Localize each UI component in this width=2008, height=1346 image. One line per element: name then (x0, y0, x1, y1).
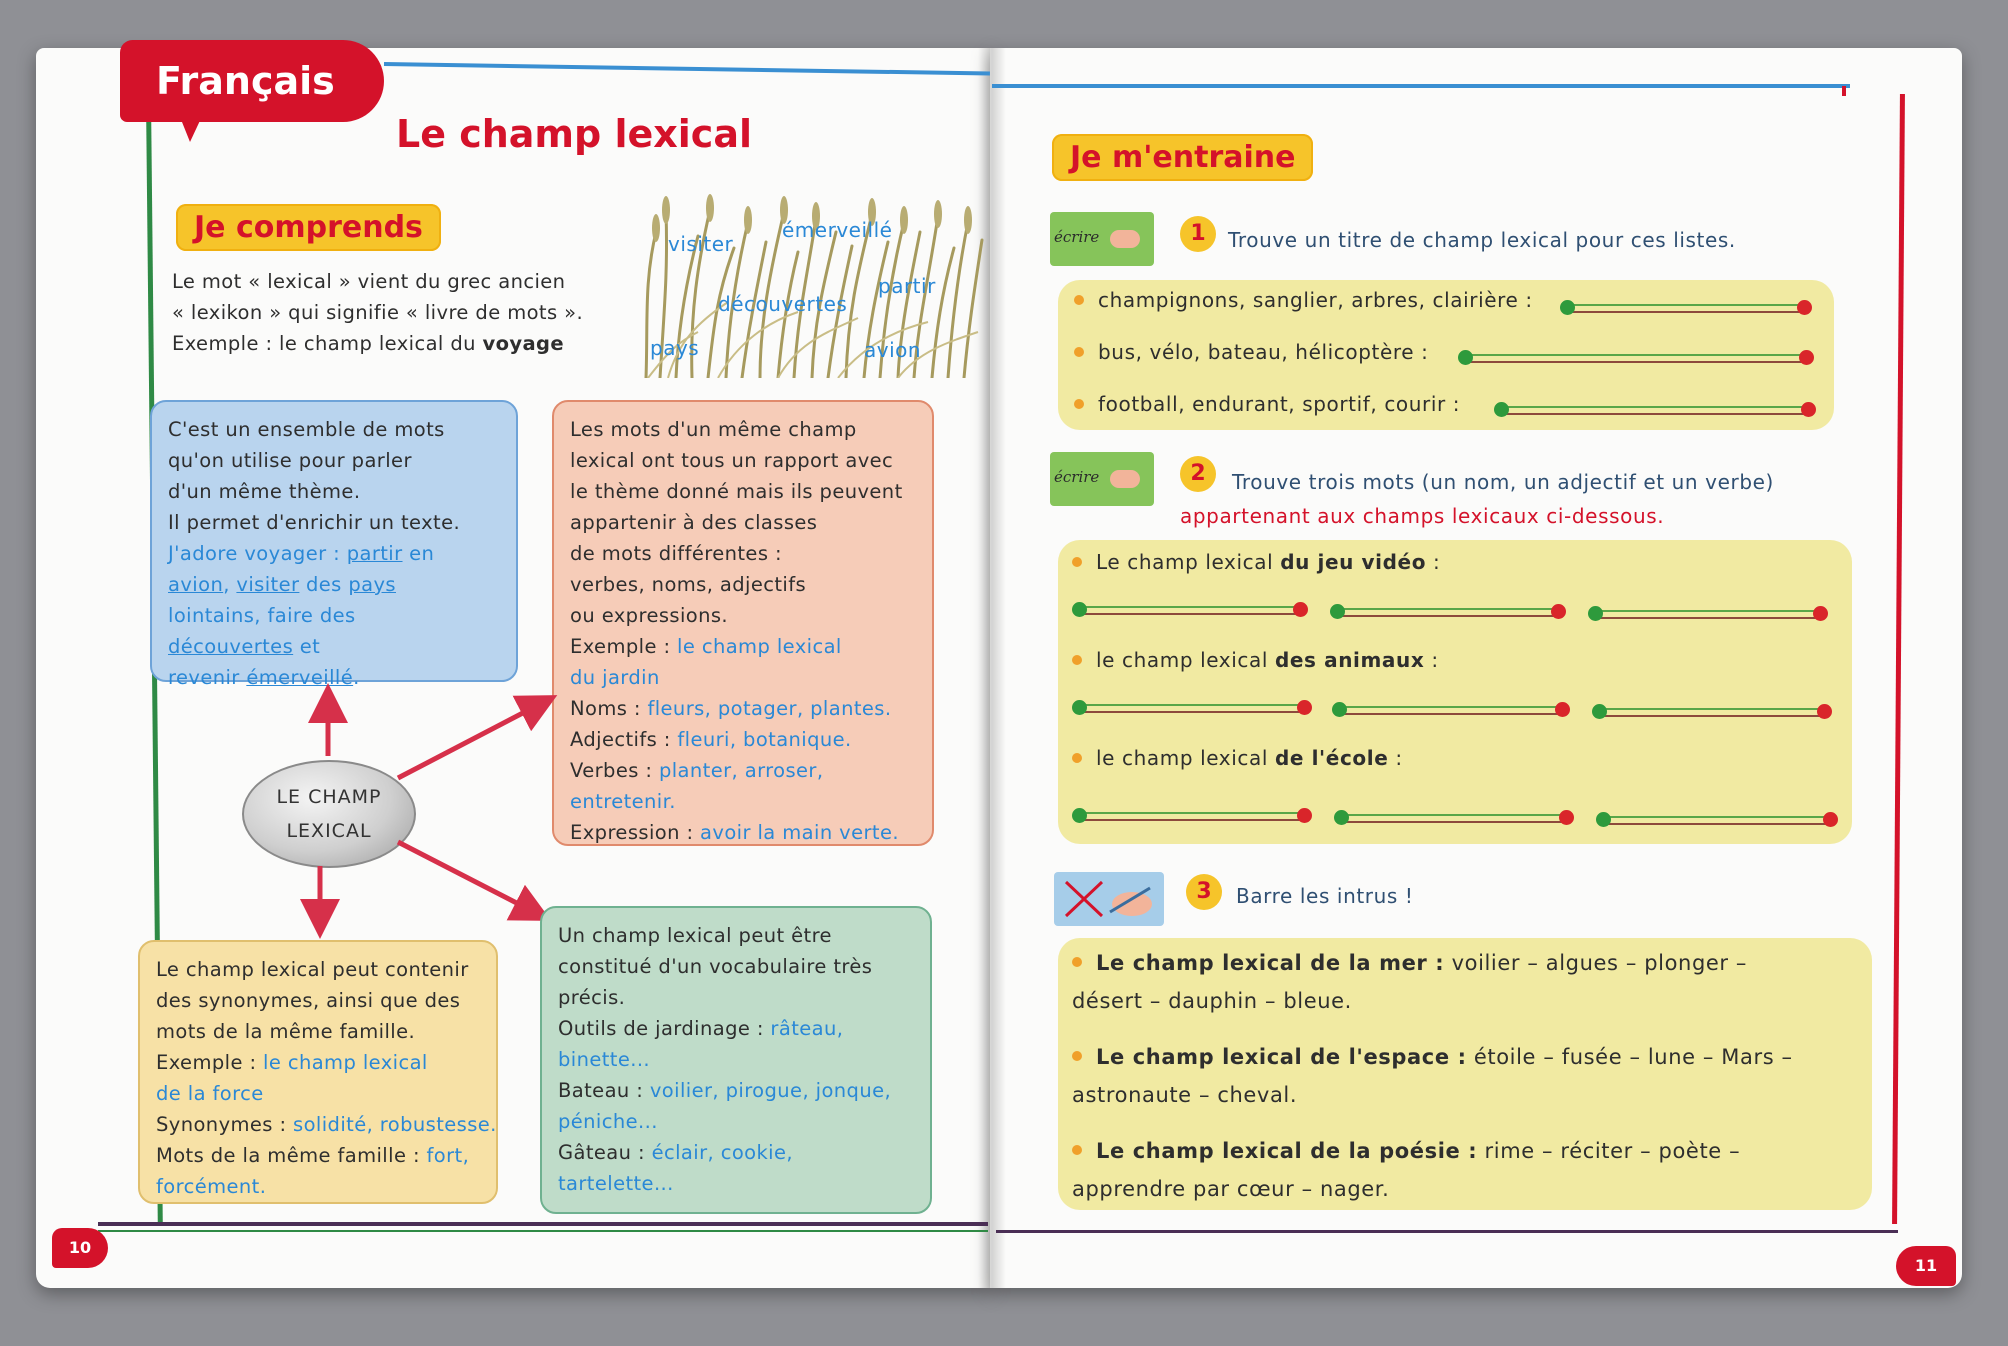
exercise-2-instruction: Trouve trois mots (un nom, un adjectif et un verbe) (1232, 470, 1774, 494)
answer-line[interactable] (1072, 700, 1312, 716)
classes-nouns (570, 693, 916, 724)
answer-line[interactable] (1332, 702, 1570, 718)
label: Adjectifs : (570, 728, 678, 751)
classes-example-2: du jardin (570, 666, 660, 689)
exercise-1-item-1 (1074, 288, 1533, 312)
exercise-2-item-2 (1072, 648, 1439, 672)
def-example-text: revenir (168, 666, 247, 689)
def-example-word: émerveillé (246, 666, 354, 689)
item-line-2: désert – dauphin – bleue. (1072, 989, 1352, 1013)
syn-line: Le champ lexical peut contenir (156, 958, 469, 981)
classes-line: Les mots d'un même champ (570, 418, 857, 441)
item-text: rime – réciter – poète – (1477, 1139, 1741, 1163)
word-classes-box (552, 400, 934, 846)
exercise-1-instruction: Trouve un titre de champ lexical pour ces listes. (1228, 228, 1736, 252)
value: râteau, (770, 1017, 844, 1040)
precise-tools (558, 1013, 914, 1044)
value: le champ lexical (263, 1051, 428, 1074)
page-number-left: 10 (52, 1228, 108, 1268)
answer-line[interactable] (1072, 808, 1312, 824)
item-line-2: apprendre par cœur – nager. (1072, 1177, 1390, 1201)
item-suffix: : (1388, 746, 1403, 770)
top-blue-rule-right (992, 84, 1850, 88)
write-tag-label: écrire (1054, 228, 1100, 246)
intro-text (172, 266, 583, 359)
def-example-text: en (402, 542, 435, 565)
label: Synonymes : (156, 1113, 294, 1136)
item-text: football, endurant, sportif, courir : (1098, 392, 1461, 416)
value: fort, (426, 1144, 470, 1167)
def-line: C'est un ensemble de mots (168, 418, 445, 441)
value: éclair, cookie, (651, 1141, 793, 1164)
def-example-text: et (293, 635, 321, 658)
item-suffix: : (1424, 648, 1439, 672)
syn-family-2: forcément. (156, 1175, 267, 1198)
cloud-word: partir (878, 274, 936, 298)
value: voilier, pirogue, jonque, (649, 1079, 892, 1102)
exercise-1-number: 1 (1180, 216, 1216, 252)
label: Bateau : (558, 1079, 650, 1102)
value: avoir la main verte. (700, 821, 899, 844)
def-example-word: découvertes (168, 635, 294, 658)
label: Gâteau : (558, 1141, 652, 1164)
value: solidité, robustesse. (293, 1113, 497, 1136)
item-bold: Le champ lexical de la mer : (1096, 951, 1445, 975)
cloud-word: visiter (668, 232, 734, 256)
hand-pencil-icon (1110, 470, 1140, 488)
def-example-text: . (353, 666, 360, 689)
def-example-word: visiter (236, 573, 300, 596)
def-line: d'un même thème. (168, 480, 361, 503)
intro-line-1: Le mot « lexical » vient du grec ancien (172, 270, 566, 293)
exercise-1-item-3 (1074, 392, 1460, 416)
exercise-3-item-1 (1072, 944, 1747, 1020)
synonyms-box (138, 940, 498, 1204)
classes-line: ou expressions. (570, 604, 729, 627)
cross-out-icon (1054, 872, 1164, 926)
def-example-line-2 (168, 569, 500, 600)
classes-line: lexical ont tous un rapport avec (570, 449, 894, 472)
badge-je-comprends: Je comprends (176, 204, 441, 251)
syn-example (156, 1047, 480, 1078)
classes-line: le thème donné mais ils peuvent (570, 480, 903, 503)
precise-line: précis. (558, 986, 626, 1009)
value: fleurs, potager, plantes. (647, 697, 892, 720)
intro-line-2: « lexikon » qui signifie « livre de mots ». (172, 301, 584, 324)
def-line: qu'on utilise pour parler (168, 449, 412, 472)
bottom-rule-left (98, 1222, 988, 1226)
def-line: Il permet d'enrichir un texte. (168, 511, 461, 534)
answer-line[interactable] (1334, 810, 1574, 826)
item-line-1 (1072, 944, 1747, 982)
value: fleuri, botanique. (677, 728, 852, 751)
def-example-line-3: lointains, faire des (168, 604, 356, 627)
exercise-2-box (1058, 540, 1852, 844)
answer-line[interactable] (1330, 604, 1566, 620)
answer-line[interactable] (1494, 402, 1816, 418)
hand-pencil-icon (1110, 230, 1140, 248)
item-bold: Le champ lexical de l'espace : (1096, 1045, 1467, 1069)
classes-line: verbes, noms, adjectifs (570, 573, 807, 596)
value: le champ lexical (677, 635, 842, 658)
def-example-text: , (223, 573, 237, 596)
item-bold: de l'école (1274, 746, 1389, 770)
write-tag (1050, 452, 1154, 506)
classes-expression (570, 817, 916, 848)
cloud-word: émerveillé (782, 218, 893, 242)
answer-line[interactable] (1072, 602, 1308, 618)
item-suffix: : (1426, 550, 1441, 574)
precise-cake-2: tartelette... (558, 1172, 674, 1195)
precise-tools-2: binette... (558, 1048, 651, 1071)
label: Noms : (570, 697, 648, 720)
precise-boat (558, 1075, 914, 1106)
def-example-text: des (299, 573, 349, 596)
classes-adjectives (570, 724, 916, 755)
item-bold: Le champ lexical de la poésie : (1096, 1139, 1478, 1163)
def-example-line-5 (168, 662, 500, 693)
syn-family (156, 1140, 480, 1171)
label: Mots de la même famille : (156, 1144, 427, 1167)
write-tag-label: écrire (1054, 468, 1100, 486)
classes-verbs (570, 755, 916, 786)
value: planter, arroser, (658, 759, 824, 782)
answer-line[interactable] (1458, 350, 1814, 366)
intro-line-3 (172, 328, 583, 359)
precise-cake (558, 1137, 914, 1168)
answer-line[interactable] (1560, 300, 1812, 316)
subject-tab-tail (178, 112, 204, 142)
def-example-text: J'adore voyager : (168, 542, 347, 565)
center-label-line-1: LE CHAMP (276, 786, 382, 808)
item-text: bus, vélo, bateau, hélicoptère : (1098, 340, 1429, 364)
item-line-1 (1072, 1132, 1740, 1170)
exercise-2-instruction-2: appartenant aux champs lexicaux ci-dessous. (1180, 504, 1665, 528)
center-bubble (242, 760, 416, 868)
def-example-line-4 (168, 631, 500, 662)
cloud-word: avion (864, 338, 922, 362)
item-bold: du jeu vidéo (1280, 550, 1427, 574)
answer-line[interactable] (1592, 704, 1832, 720)
precise-vocabulary-box (540, 906, 932, 1214)
page-number-right: 11 (1896, 1246, 1956, 1286)
label: Expression : (570, 821, 701, 844)
cloud-word: découvertes (718, 292, 848, 316)
precise-line: constitué d'un vocabulaire très (558, 955, 873, 978)
item-bold: des animaux (1274, 648, 1425, 672)
label: Exemple : (570, 635, 678, 658)
definition-box (150, 400, 518, 689)
cloud-word: pays (650, 336, 700, 360)
exercise-3-item-2 (1072, 1038, 1793, 1114)
bottom-rule-right (996, 1230, 1898, 1233)
classes-example (570, 631, 916, 662)
item-line-2: astronaute – cheval. (1072, 1083, 1298, 1107)
label: Verbes : (570, 759, 659, 782)
item-text: le champ lexical (1096, 746, 1275, 770)
lesson-title: Le champ lexical (396, 112, 752, 156)
def-example-word: pays (348, 573, 396, 596)
exercise-3-instruction: Barre les intrus ! (1236, 884, 1414, 908)
classes-line: appartenir à des classes (570, 511, 818, 534)
item-text: Le champ lexical (1096, 550, 1281, 574)
write-tag (1050, 212, 1154, 266)
item-text: le champ lexical (1096, 648, 1275, 672)
precise-line: Un champ lexical peut être (558, 924, 832, 947)
answer-line[interactable] (1588, 606, 1828, 622)
item-text: étoile – fusée – lune – Mars – (1466, 1045, 1793, 1069)
exercise-3-item-3 (1072, 1132, 1740, 1208)
intro-example-theme: voyage (482, 332, 565, 355)
item-line-1 (1072, 1038, 1793, 1076)
label: Outils de jardinage : (558, 1017, 771, 1040)
classes-verbs-2: entretenir. (570, 790, 676, 813)
syn-line: mots de la même famille. (156, 1020, 416, 1043)
classes-line: de mots différentes : (570, 542, 782, 565)
bottom-rule-left-2 (98, 1230, 988, 1232)
precise-boat-2: péniche... (558, 1110, 658, 1133)
exercise-3-number: 3 (1186, 874, 1222, 910)
exercise-2-item-1 (1072, 550, 1440, 574)
item-text: voilier – algues – plonger – (1444, 951, 1748, 975)
exercise-1-item-2 (1074, 340, 1428, 364)
exercise-2-number: 2 (1180, 456, 1216, 492)
top-red-rule-right (1842, 86, 1846, 96)
syn-example-2: de la force (156, 1082, 264, 1105)
subject-tab: Français (120, 40, 384, 122)
label: Exemple : (156, 1051, 264, 1074)
item-text: champignons, sanglier, arbres, clairière : (1098, 288, 1533, 312)
answer-line[interactable] (1596, 812, 1838, 828)
syn-line: des synonymes, ainsi que des (156, 989, 461, 1012)
syn-synonyms (156, 1109, 497, 1140)
center-label-line-2: LEXICAL (286, 820, 372, 842)
exercise-2-item-3 (1072, 746, 1403, 770)
intro-example: Exemple : le champ lexical du (172, 332, 483, 355)
def-example-line-1 (168, 538, 500, 569)
badge-je-m-entraine: Je m'entraine (1052, 134, 1313, 181)
def-example-word: partir (346, 542, 403, 565)
def-example-word: avion (168, 573, 224, 596)
